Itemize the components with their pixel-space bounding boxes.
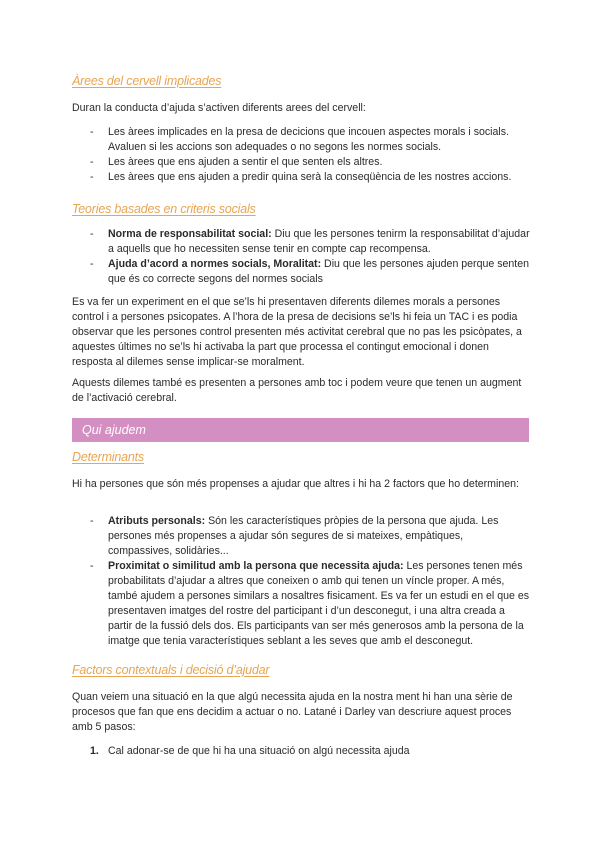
section-heading-determinants: Determinants [72,450,144,464]
brain-areas-list [72,125,530,185]
determinants-list [72,514,530,649]
determinants-intro: Hi ha persones que són més propenses a ajudar que altres i hi ha 2 factors que ho determinen: [72,478,519,490]
social-theories-list [72,227,530,287]
section1-intro: Duran la conducta d’ajuda s’activen diferents arees del cervell: [72,102,366,114]
term: Atributs personals: [108,515,206,527]
section-band [72,418,529,442]
list-item: - Atributs personals: Són les característiques pròpies de la persona que ajuda. Les persones més propenses a ajudar són segures de si mateixes, empàtiques, compassives, solidàries... [90,515,499,557]
list-item: - Ajuda d’acord a normes socials, Moralitat: Diu que les persones ajuden perque senten que és co correcte segons del normes socials [90,258,530,285]
section-heading-contextual-factors: Factors contextuals i decisió d’ajudar [72,663,270,677]
list-item: - Les àrees que ens ajuden a sentir el que senten els altres. [90,156,383,168]
experiment-paragraph: Es va fer un experiment en el que se’ls hi presentaven diferents dilemes morals a persones control i a persones psicopates. A l’hora de la presa de decisions se’ls hi feia un TAC i es podia observar que les persones control presenten més activitat cerebral que no pas les psicòpates, a aquestes últimes no se’ls hi activaba la part que processa el contingut emocional i donen resposta al dilemes sense implicar-se moralment. [72,296,522,368]
list-item: - Les àrees implicades en la presa de decicions que incouen aspectes morals i socials. Avaluen si les accions son adequades o no segons les normes socials. [90,126,510,153]
section-heading-brain-areas: Àrees del cervell implicades [72,74,222,88]
steps-list [72,744,530,759]
list-item: 1. Cal adonar-se de que hi ha una situació on algú necessita ajuda [90,745,410,757]
term: Proximitat o similitud amb la persona que necessita ajuda: [108,560,404,572]
term: Norma de responsabilitat social: [108,228,272,240]
list-item: - Norma de responsabilitat social: Diu que les persones tenirm la responsabilitat d’ajudar a aquells que ho necessiten sense tenir en compte cap recompensa. [90,228,530,255]
dilemmas-paragraph: Aquests dilemes també es presenten a persones amb toc i podem veure que tenen un augment de l’activació cerebral. [72,377,522,404]
term: Ajuda d’acord a normes socials, Moralitat: [108,258,322,270]
section-heading-social-theories: Teories basades en criteris socials [72,202,256,216]
contextual-intro: Quan veiem una situació en la que algú necessita ajuda en la nostra ment hi han una sèrie de procesos que fan que ens decidim a actuar o no. Latané i Darley van descriure aquest proces amb 5 pasos: [72,691,513,733]
list-item: - Proximitat o similitud amb la persona que necessita ajuda: Les persones tenen més probabilitats d’ajudar a altres que coneixen o amb qui tenen un víncle proper. A més, també ajudem a persones similars a nosaltres fisicament. Es va fer un estudi en el que es presentaven imatges del rostre del participant i d’un desconegut, i una altra creada a partir de la fussió dels dos. Els participants van ser més generosos amb la persona de la imatge que tenia varacterístiques seblant a les seves que amb el desconegut. [90,560,530,647]
band-title: Qui ajudem [82,423,146,437]
list-item: - Les àrees que ens ajuden a predir quina serà la conseqüència de les nostres accions. [90,171,512,183]
